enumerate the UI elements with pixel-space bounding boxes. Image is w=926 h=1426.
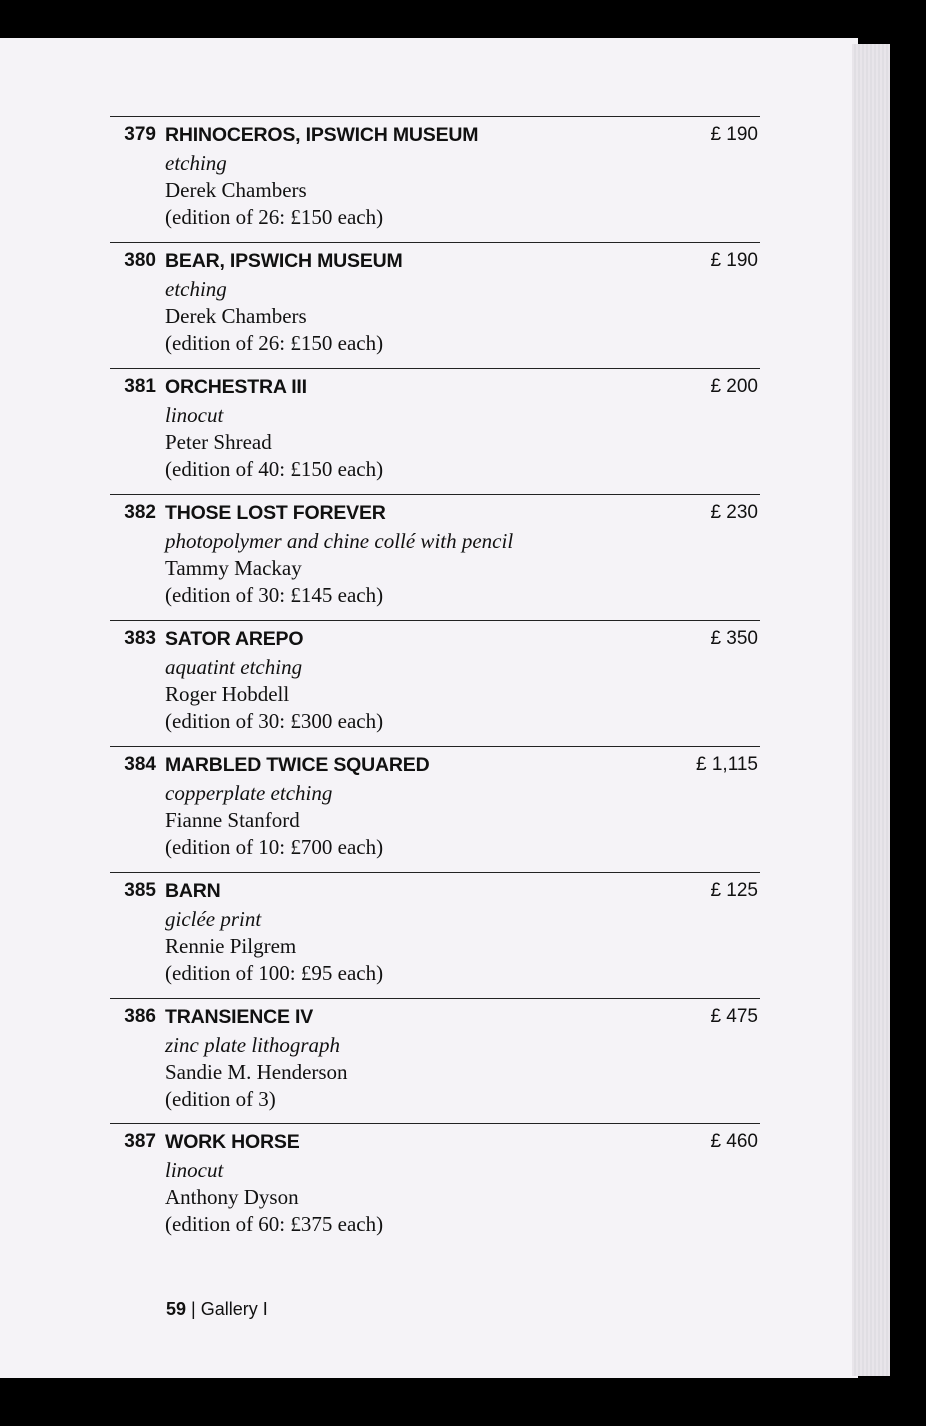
entry-artist: Sandie M. Henderson [165, 1060, 348, 1084]
catalogue-entry [110, 746, 760, 873]
catalogue-entry [110, 872, 760, 999]
entry-title: SATOR AREPO [165, 628, 304, 650]
entry-title: ORCHESTRA III [165, 376, 307, 398]
catalogue-entry [110, 620, 760, 747]
entry-price: £ 190 [710, 124, 758, 145]
entry-price: £ 200 [710, 376, 758, 397]
entry-medium: copperplate etching [165, 781, 333, 805]
catalogue-entry [110, 368, 760, 495]
entry-title: RHINOCEROS, IPSWICH MUSEUM [165, 124, 479, 146]
entry-artist: Tammy Mackay [165, 556, 302, 580]
entry-artist: Rennie Pilgrem [165, 934, 297, 958]
entry-edition: (edition of 30: £145 each) [165, 583, 384, 607]
entry-number: 383 [124, 628, 156, 649]
entry-medium: etching [165, 277, 227, 301]
entry-title: BEAR, IPSWICH MUSEUM [165, 250, 403, 272]
entry-edition: (edition of 30: £300 each) [165, 709, 384, 733]
entry-medium: linocut [165, 403, 224, 427]
entry-medium: giclée print [165, 907, 262, 931]
catalogue-entry [110, 998, 760, 1125]
entry-title: THOSE LOST FOREVER [165, 502, 386, 524]
page-edge [852, 44, 890, 1376]
entry-number: 386 [124, 1006, 156, 1027]
entry-edition: (edition of 10: £700 each) [165, 835, 384, 859]
entry-artist: Derek Chambers [165, 178, 307, 202]
page-footer [166, 1299, 268, 1320]
entry-price: £ 460 [710, 1131, 758, 1152]
entry-medium: zinc plate lithograph [165, 1033, 340, 1057]
catalogue-entry [110, 242, 760, 369]
entry-artist: Anthony Dyson [165, 1185, 299, 1209]
entry-artist: Derek Chambers [165, 304, 307, 328]
entry-edition: (edition of 40: £150 each) [165, 457, 384, 481]
entry-number: 384 [124, 754, 156, 775]
entry-price: £ 190 [710, 250, 758, 271]
entry-number: 379 [124, 124, 156, 145]
entry-edition: (edition of 60: £375 each) [165, 1212, 384, 1236]
entry-number: 380 [124, 250, 156, 271]
entry-title: WORK HORSE [165, 1131, 300, 1153]
catalogue-entry [110, 494, 760, 621]
entry-artist: Peter Shread [165, 430, 272, 454]
entry-price: £ 475 [710, 1006, 758, 1027]
entry-edition: (edition of 26: £150 each) [165, 331, 384, 355]
entry-title: TRANSIENCE IV [165, 1006, 314, 1028]
entry-number: 387 [124, 1131, 156, 1152]
entry-price: £ 1,115 [696, 754, 758, 775]
page-number: 59 [166, 1299, 187, 1319]
entry-edition: (edition of 26: £150 each) [165, 205, 384, 229]
entry-medium: etching [165, 151, 227, 175]
entry-edition: (edition of 100: £95 each) [165, 961, 384, 985]
entry-price: £ 230 [710, 502, 758, 523]
entry-number: 381 [124, 376, 156, 397]
entry-title: MARBLED TWICE SQUARED [165, 754, 430, 776]
catalogue-entry [110, 116, 760, 243]
entry-number: 382 [124, 502, 156, 523]
entry-price: £ 350 [710, 628, 758, 649]
section-label: | Gallery I [191, 1299, 268, 1319]
entry-medium: photopolymer and chine collé with pencil [165, 529, 514, 553]
entry-artist: Fianne Stanford [165, 808, 300, 832]
entry-price: £ 125 [710, 880, 758, 901]
catalogue-entry [110, 1123, 760, 1250]
entry-medium: aquatint etching [165, 655, 303, 679]
entry-medium: linocut [165, 1158, 224, 1182]
entry-number: 385 [124, 880, 156, 901]
entry-title: BARN [165, 880, 221, 902]
entry-artist: Roger Hobdell [165, 682, 290, 706]
entry-edition: (edition of 3) [165, 1087, 276, 1111]
